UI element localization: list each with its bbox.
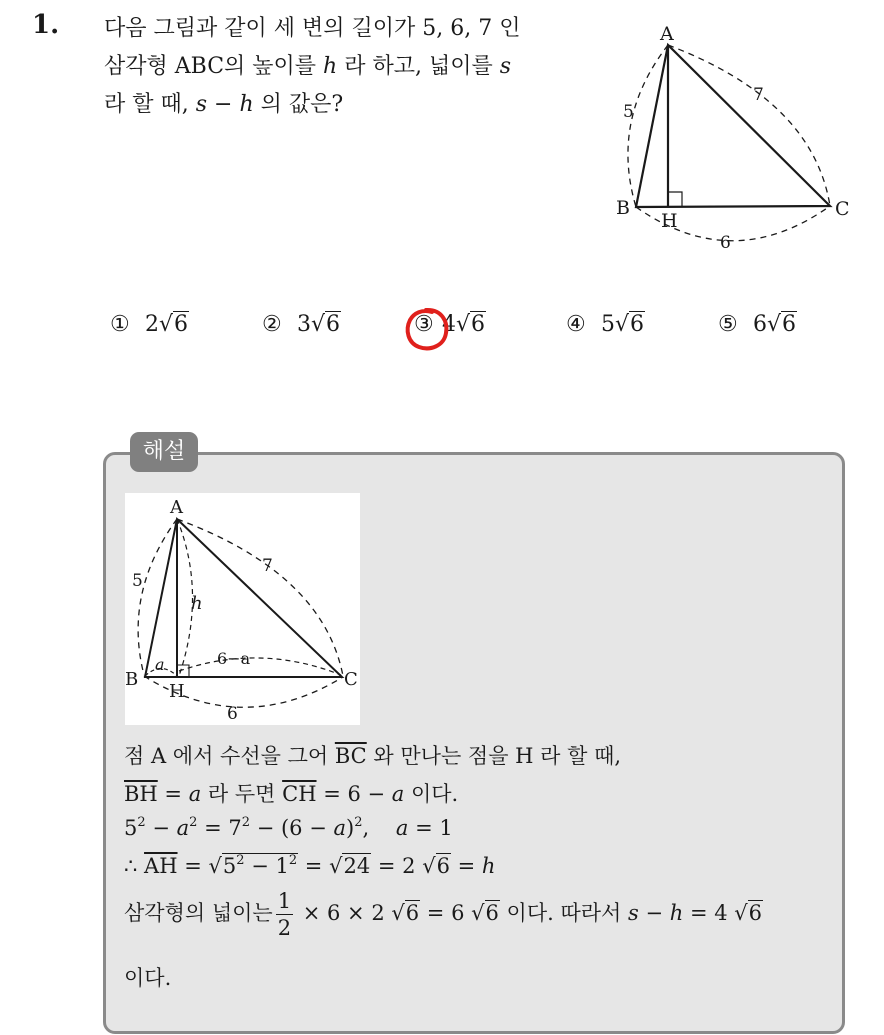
- arc-ab: [628, 45, 668, 207]
- sol-label-5: 5: [132, 571, 143, 591]
- label-a: A: [660, 23, 674, 45]
- choice-2[interactable]: ② 3√6: [262, 312, 341, 337]
- label-side-6: 6: [720, 233, 731, 253]
- sol-label-a: A: [170, 497, 183, 518]
- triangle-abc: [636, 45, 830, 207]
- solution-line-1: 점 A 에서 수선을 그어 $\overline{BC}$ 와 만나는 점을 H 라 할 때,: [124, 744, 622, 768]
- sol-label-b: B: [125, 669, 139, 690]
- sol-label-c: C: [344, 669, 358, 690]
- label-b: B: [616, 197, 630, 219]
- choice-1[interactable]: ① 2√6: [110, 312, 189, 337]
- question-line-2: 삼각형 ABC의 높이를 h 라 하고, 넓이를 s: [104, 54, 512, 79]
- answer-choices: [110, 312, 830, 352]
- question-line-1: 다음 그림과 같이 세 변의 길이가 5, 6, 7 인: [104, 16, 521, 41]
- solution-figure: [125, 493, 360, 725]
- question-line-3: 라 할 때, s − h 의 값은?: [104, 92, 344, 117]
- choice-4[interactable]: ④ 5√6: [566, 312, 645, 337]
- label-side-7: 7: [753, 85, 764, 105]
- var-h: h: [323, 54, 338, 79]
- solution-line-6: 이다.: [124, 966, 172, 990]
- sol-arc-6-a: [179, 658, 341, 675]
- choice-5[interactable]: ⑤ 6√6: [718, 312, 797, 337]
- solution-triangle-figure: [125, 493, 360, 725]
- solution-tag: 해설: [130, 432, 198, 472]
- solution-line-4: ∴ $\overline{AH} = √5^2 - 1^2 = √24 = 2$ √6 = h: [124, 853, 496, 878]
- solution-line-2: $\overline{BH} = a$ 라 두면 $\overline{CH} = 6 - a$ 이다.: [124, 782, 459, 806]
- expr-s-minus-h: s − h: [195, 92, 254, 117]
- label-h: H: [661, 210, 678, 232]
- label-side-5: 5: [623, 102, 634, 122]
- sol-label-6-minus-a: 6−a: [217, 649, 251, 668]
- var-s: s: [499, 54, 512, 79]
- question-number: 1.: [32, 10, 60, 40]
- sol-label-h: H: [169, 681, 185, 702]
- solution-line-3: $5^2 - a^2 = 7^2 - (6 - a)^2$, a = 1: [124, 815, 453, 840]
- sol-right-angle-mark: [177, 665, 189, 677]
- fraction-one-half: $\frac{1}{2}$: [277, 889, 292, 940]
- right-angle-mark: [668, 192, 682, 207]
- label-c: C: [835, 198, 850, 220]
- sol-label-a-var: a: [155, 655, 165, 674]
- sol-label-6: 6: [227, 704, 238, 724]
- selected-answer-circle-icon: [402, 306, 452, 354]
- triangle-figure: [608, 20, 858, 260]
- question-text: [104, 10, 594, 124]
- sol-label-7: 7: [262, 556, 273, 576]
- sol-label-h-var: h: [191, 593, 203, 614]
- choice-3[interactable]: ③ 4√6: [414, 312, 486, 337]
- solution-line-5: 삼각형의 넓이는 $\frac{1}{2}$ × 6 × 2 √6 = 6 √6 이다. 따라서 s − h = 4 √6: [124, 889, 763, 940]
- sol-arc-ab: [138, 519, 177, 675]
